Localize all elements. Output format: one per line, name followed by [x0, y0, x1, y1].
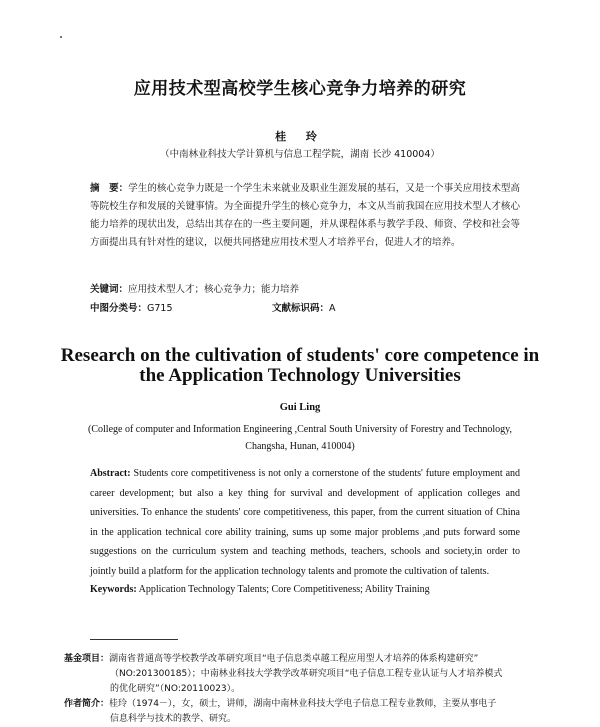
footnotes	[64, 652, 536, 727]
english-keywords	[90, 584, 430, 595]
english-keywords-text: Application Technology Talents; Core Competitiveness; Ability Training	[138, 584, 430, 595]
english-abstract-label: Abstract:	[90, 468, 131, 479]
chinese-abstract-label: 摘 要：	[90, 183, 129, 194]
fund-line-3: 的优化研究”（NO:20110023）。	[110, 684, 241, 694]
english-abstract	[90, 464, 520, 581]
doc-code-label: 文献标识码：	[272, 303, 330, 314]
english-author: Gui Ling	[279, 402, 321, 413]
english-keywords-label: Keywords:	[90, 584, 137, 595]
english-abstract-text: Students core competitiveness is not only a cornerstone of the students' future employment and career development; but also a key thing for survival and development of application colleges and universities. To enhance the students' core competitiveness, this paper, from the current situation of China in the application technical core ability training, sums up some major problems ,and puts forward some suggestions on the curriculum system and teaching methods, teachers, schools and society,in order to jointly build a platform for the application technology talents and promote the cultivation of talents.	[90, 468, 521, 577]
chinese-abstract-text: 学生的核心竞争力既是一个学生未来就业及职业生涯发展的基石，又是一个事关应用技术型高等院校生存和发展的关键事情。为全面提升学生的核心竞争力，本文从当前我国在应用技术型人才核心能力培养的现状出发，总结出其存在的一些主要问题，并从课程体系与教学手段、师资、学校和社会等方面提出具有针对性的建议，以便共同搭建应用技术型人才培养平台，促进人才的培养。	[90, 183, 520, 248]
fund-line-2: （NO:201300185）；中南林业科技大学教学改革研究项目“电子信息工程专业认证与人才培养模式	[110, 669, 503, 679]
chinese-classification-line	[90, 300, 520, 314]
author-bio-label: 作者简介：	[64, 699, 110, 709]
fund-line-1: 基金项目：湖南省普通高等学校教学改革研究项目“电子信息类卓越工程应用型人才培养的体系构建研究”	[64, 654, 479, 664]
chinese-keywords-label: 关键词：	[90, 284, 129, 295]
author-bio-line-2: 信息科学与技术的教学、研究。	[110, 714, 237, 724]
english-affiliation: (College of computer and Information Engineering ,Central South University of Forestry and Technology, Changsha, Hunan, 410004)	[88, 424, 512, 452]
classification-value: G715	[147, 303, 173, 314]
footnote-divider	[90, 639, 178, 640]
scan-speck	[60, 36, 62, 38]
chinese-affiliation: （中南林业科技大学计算机与信息工程学院，湖南 长沙 410004）	[160, 149, 440, 160]
english-title: Research on the cultivation of students' core competence in the Application Technology Universities	[60, 345, 540, 386]
chinese-author: 桂 玲	[275, 130, 325, 143]
chinese-abstract	[90, 180, 520, 252]
doc-code-value: A	[329, 303, 336, 314]
chinese-keywords	[90, 281, 299, 295]
author-bio-line-1: 作者简介：桂玲（1974－），女，硕士，讲师，湖南中南林业科技大学电子信息工程专业教师，主要从事电子	[64, 699, 497, 709]
chinese-title: 应用技术型高校学生核心竞争力培养的研究	[133, 79, 467, 99]
chinese-keywords-text: 应用技术型人才；核心竞争力；能力培养	[128, 284, 300, 295]
fund-label: 基金项目：	[64, 654, 110, 664]
classification-label: 中图分类号：	[90, 303, 148, 314]
